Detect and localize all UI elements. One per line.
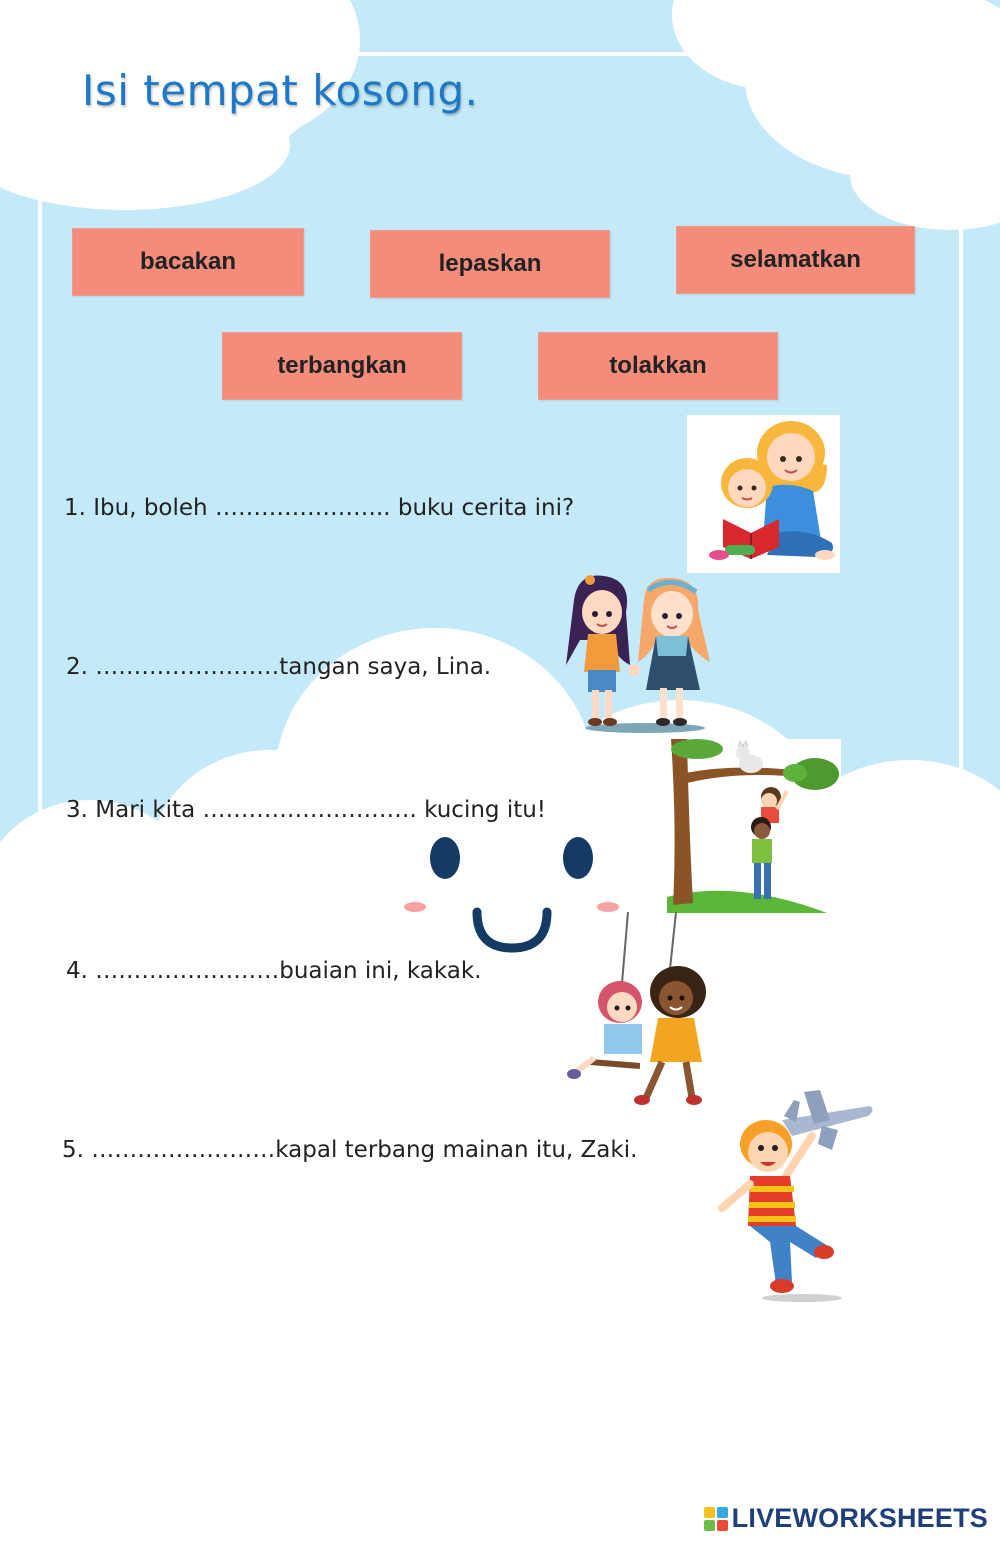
word-card-selamatkan[interactable]: selamatkan	[676, 226, 915, 294]
cloud-face-icon	[395, 830, 635, 960]
page-title: Isi tempat kosong.	[82, 66, 479, 115]
word-card-tolakkan[interactable]: tolakkan	[538, 332, 778, 400]
sentence-5[interactable]: 5. ……………………kapal terbang mainan itu, Zaki.	[62, 1137, 638, 1163]
boy-with-toy-airplane-picture	[712, 1086, 877, 1306]
sentence-4[interactable]: 4. ……………………buaian ini, kakak.	[66, 958, 482, 984]
mother-reading-book-picture	[687, 415, 840, 573]
liveworksheets-brand-text: LIVEWORKSHEETS	[731, 1503, 988, 1533]
word-card-bacakan[interactable]: bacakan	[72, 228, 304, 296]
sentence-2[interactable]: 2. ……………………tangan saya, Lina.	[66, 654, 492, 680]
children-rescuing-cat-from-tree-picture	[667, 739, 841, 913]
liveworksheets-logo-icon	[704, 1507, 728, 1531]
word-card-terbangkan[interactable]: terbangkan	[222, 332, 462, 400]
word-card-lepaskan[interactable]: lepaskan	[370, 230, 610, 298]
girls-on-swing-picture	[562, 962, 712, 1110]
liveworksheets-logo[interactable]	[704, 1503, 988, 1534]
two-girls-holding-hands-picture	[560, 570, 720, 735]
sentence-3[interactable]: 3. Mari kita ………………………. kucing itu!	[66, 797, 547, 823]
sentence-1[interactable]: 1. Ibu, boleh ………………….. buku cerita ini?	[64, 495, 575, 521]
